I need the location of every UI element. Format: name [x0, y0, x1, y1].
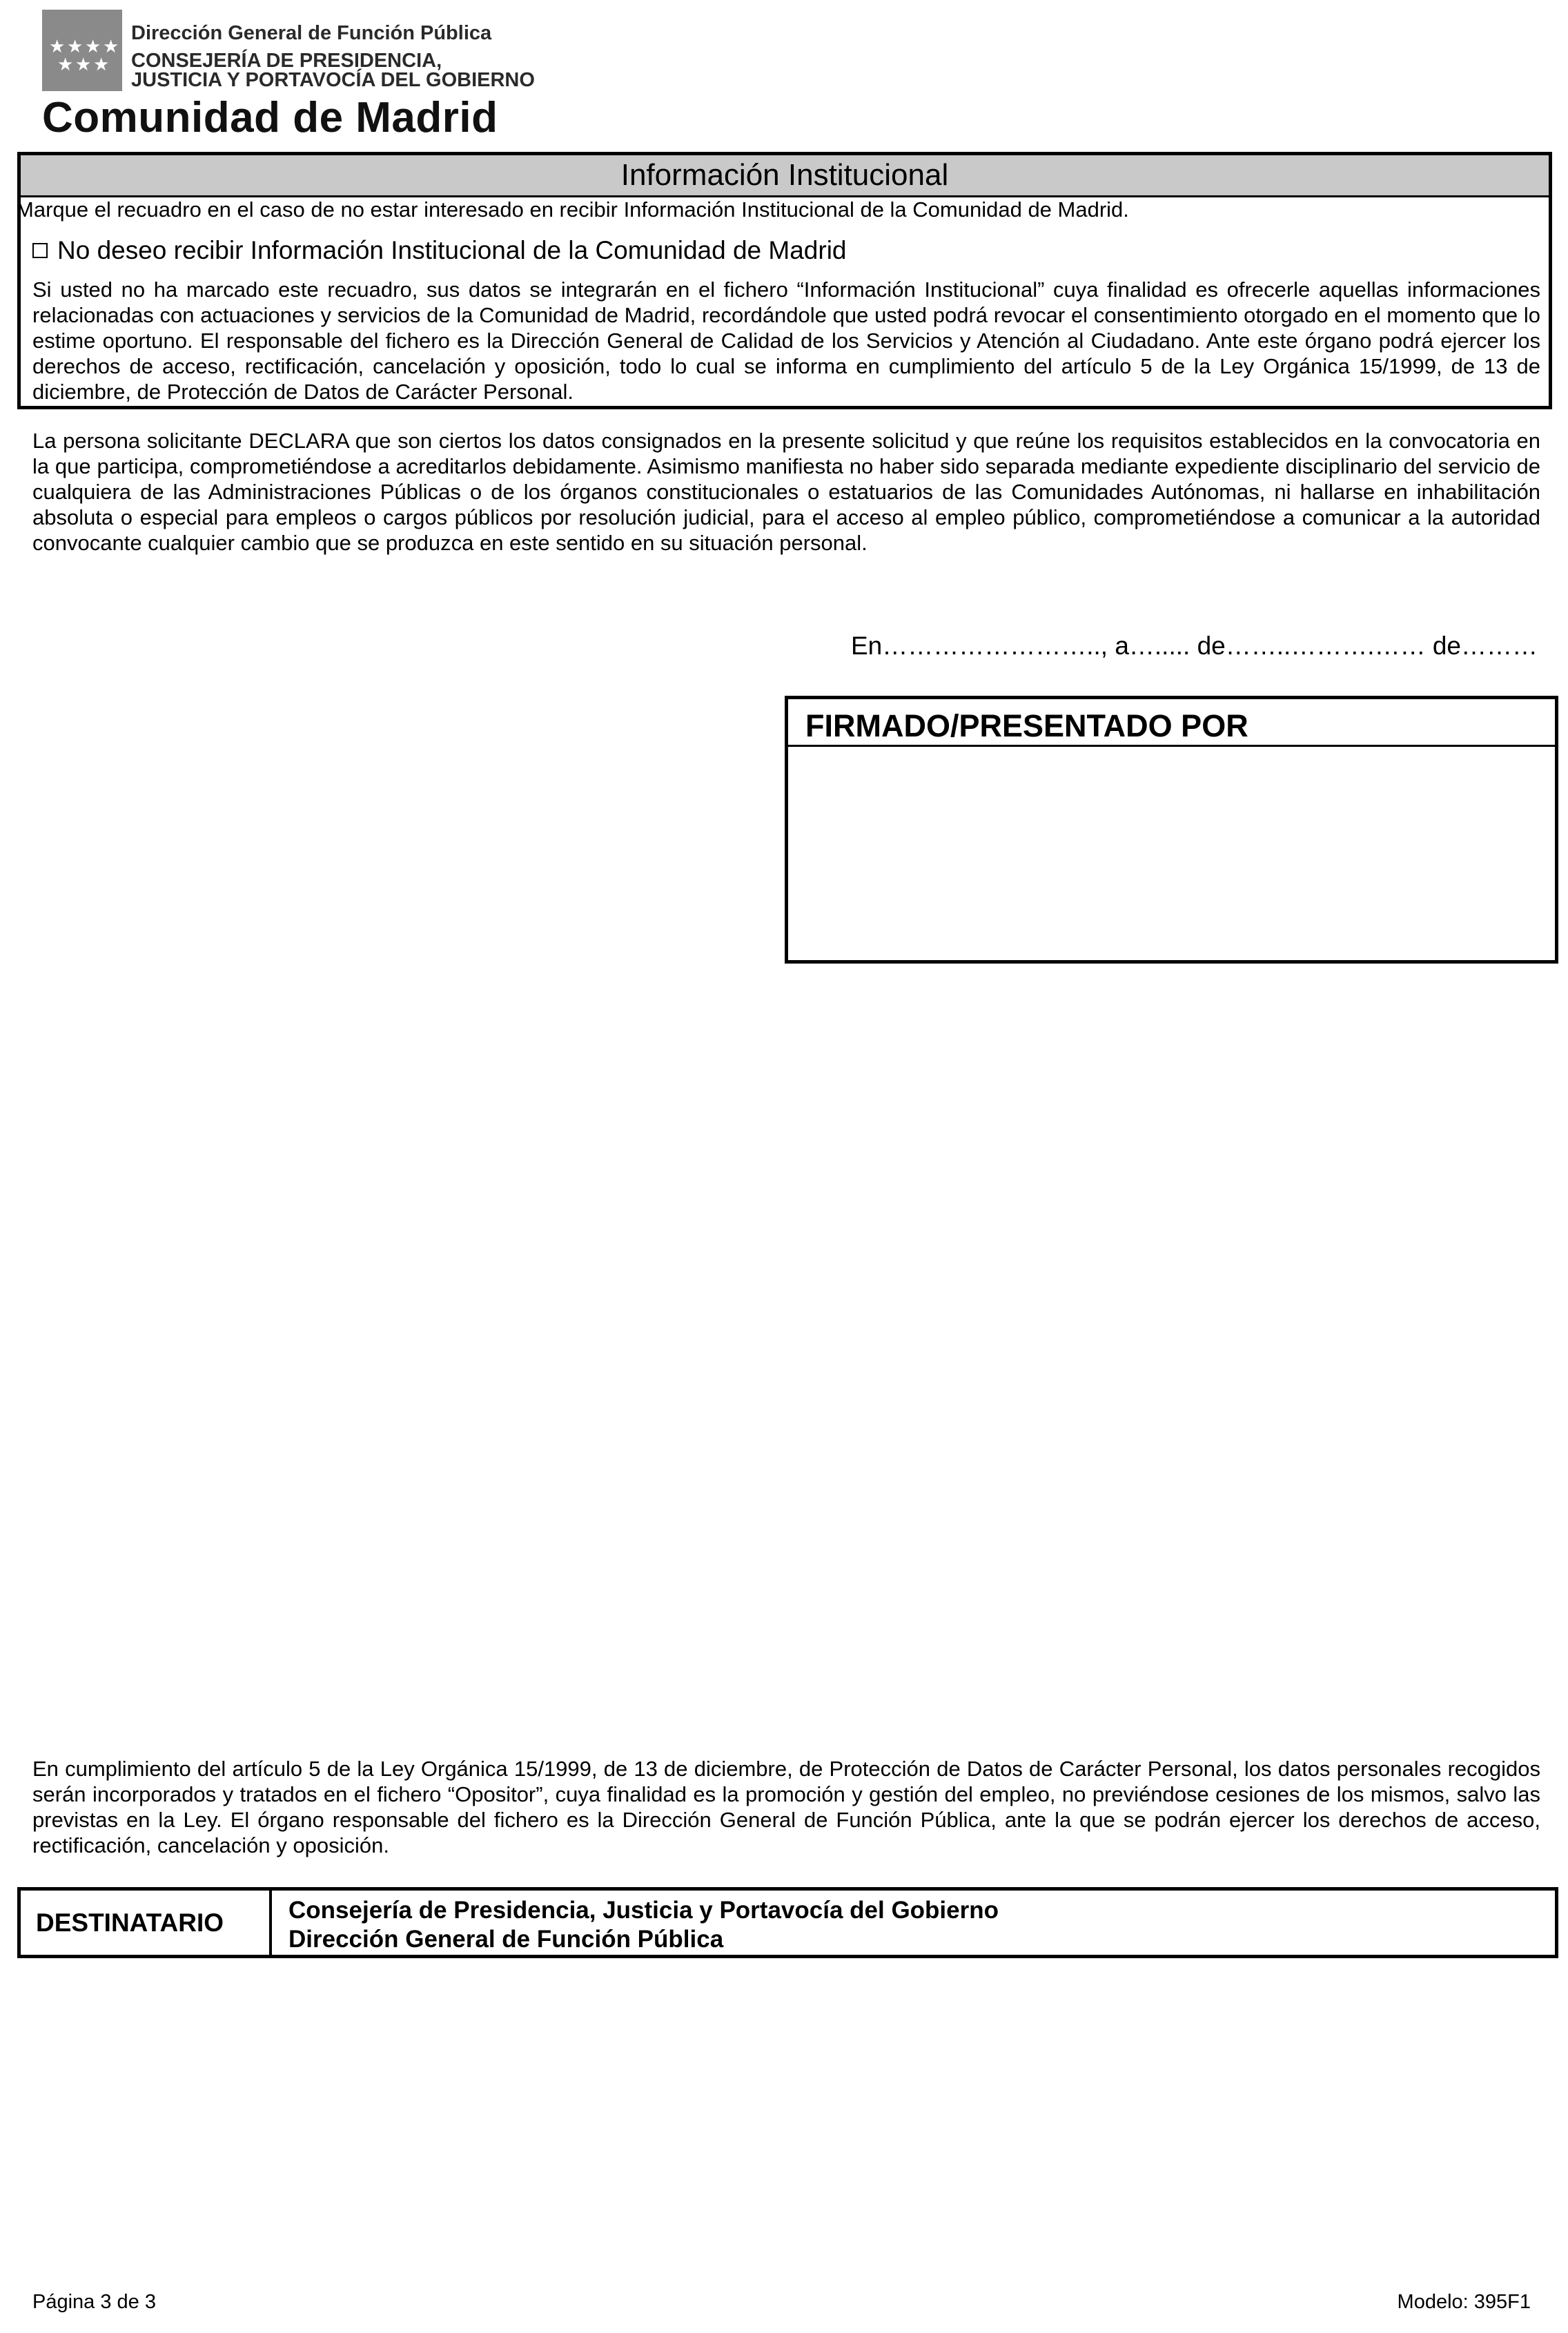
destinatario-line-1: Consejería de Presidencia, Justicia y Portavocía del Gobierno	[288, 1897, 999, 1924]
signature-box	[785, 696, 1558, 964]
model-number: Modelo: 395F1	[1397, 2291, 1531, 2313]
star-icon: ★	[85, 36, 101, 57]
destinatario-line-2: Dirección General de Función Pública	[288, 1926, 724, 1953]
dept-line-1: Dirección General de Función Pública	[131, 22, 492, 44]
seven-stars-flag-icon	[42, 10, 122, 91]
star-icon: ★	[67, 36, 84, 57]
star-icon: ★	[49, 36, 66, 57]
info-intro-text: Marque el recuadro en el caso de no estar interesado en recibir Información Institucional de la Comunidad de Madrid.	[16, 197, 1129, 222]
place-date-line[interactable]: En…………………….., a…..... de……..……….…… de………	[850, 632, 1538, 660]
signature-divider	[788, 745, 1555, 747]
star-icon: ★	[93, 54, 110, 75]
legal-notice-text: En cumplimiento del artículo 5 de la Ley Orgánica 15/1999, de 13 de diciembre, de Protección de Datos de Carácter Personal, los datos personales recogidos serán incorporados y tratados en el fichero “Opositor”, cuya finalidad es la promoción y gestión del empleo, no previéndose cesiones de los mismos, salvo las previstas en la Ley. El órgano responsable del fichero es la Dirección General de Función Pública, ante la que se podrán ejercer los derechos de acceso, rectificación, cancelación y oposición.	[32, 1757, 1540, 1857]
star-icon: ★	[75, 54, 92, 75]
opt-out-checkbox-label: No deseo recibir Información Institucional de la Comunidad de Madrid	[57, 236, 847, 264]
destinatario-values	[272, 1891, 1555, 1955]
opt-out-checkbox[interactable]	[32, 243, 48, 258]
destinatario-table	[17, 1887, 1558, 1958]
destinatario-label: DESTINATARIO	[21, 1891, 272, 1955]
info-institucional-title: Información Institucional	[21, 155, 1549, 197]
dept-line-3: JUSTICIA Y PORTAVOCÍA DEL GOBIERNO	[131, 69, 535, 91]
info-body-text: Si usted no ha marcado este recuadro, sus datos se integrarán en el fichero “Información Institucional” cuya finalidad es ofrecerle aquellas informaciones relacionadas con actuaciones y servicios de la Comunidad de Madrid, recordándole que usted podrá revocar el consentimiento otorgado en el momento que lo estime oportuno. El responsable del fichero es la Dirección General de Calidad de los Servicios y Atención al Ciudadano. Ante este órgano podrá ejercer los derechos de acceso, rectificación, cancelación y oposición, todo lo cual se informa en cumplimiento del artículo 5 de la Ley Orgánica 15/1999, de 13 de diciembre, de Protección de Datos de Carácter Personal.	[32, 277, 1540, 404]
brand-title: Comunidad de Madrid	[42, 94, 498, 141]
star-icon: ★	[103, 36, 119, 57]
page-number: Página 3 de 3	[32, 2291, 156, 2313]
signature-title: FIRMADO/PRESENTADO POR	[805, 708, 1248, 743]
declaration-text: La persona solicitante DECLARA que son ciertos los datos consignados en la presente solicitud y que reúne los requisitos establecidos en la convocatoria en la que participa, comprometiéndose a acreditarlos debidamente. Asimismo manifiesta no haber sido separada mediante expediente disciplinario del servicio de cualquiera de las Administraciones Públicas o de los órganos constitucionales o estatuarios de las Comunidades Autónomas, ni hallarse en inhabilitación absoluta o especial para empleos o cargos públicos por resolución judicial, para el acceso al empleo público, comprometiéndose a comunicar a la autoridad convocante cualquier cambio que se produzca en este sentido en su situación personal.	[32, 429, 1540, 555]
opt-out-checkbox-row[interactable]	[32, 235, 847, 266]
signature-area[interactable]	[792, 750, 1551, 956]
dept-line-2: CONSEJERÍA DE PRESIDENCIA,	[131, 50, 442, 72]
star-icon: ★	[57, 54, 74, 75]
